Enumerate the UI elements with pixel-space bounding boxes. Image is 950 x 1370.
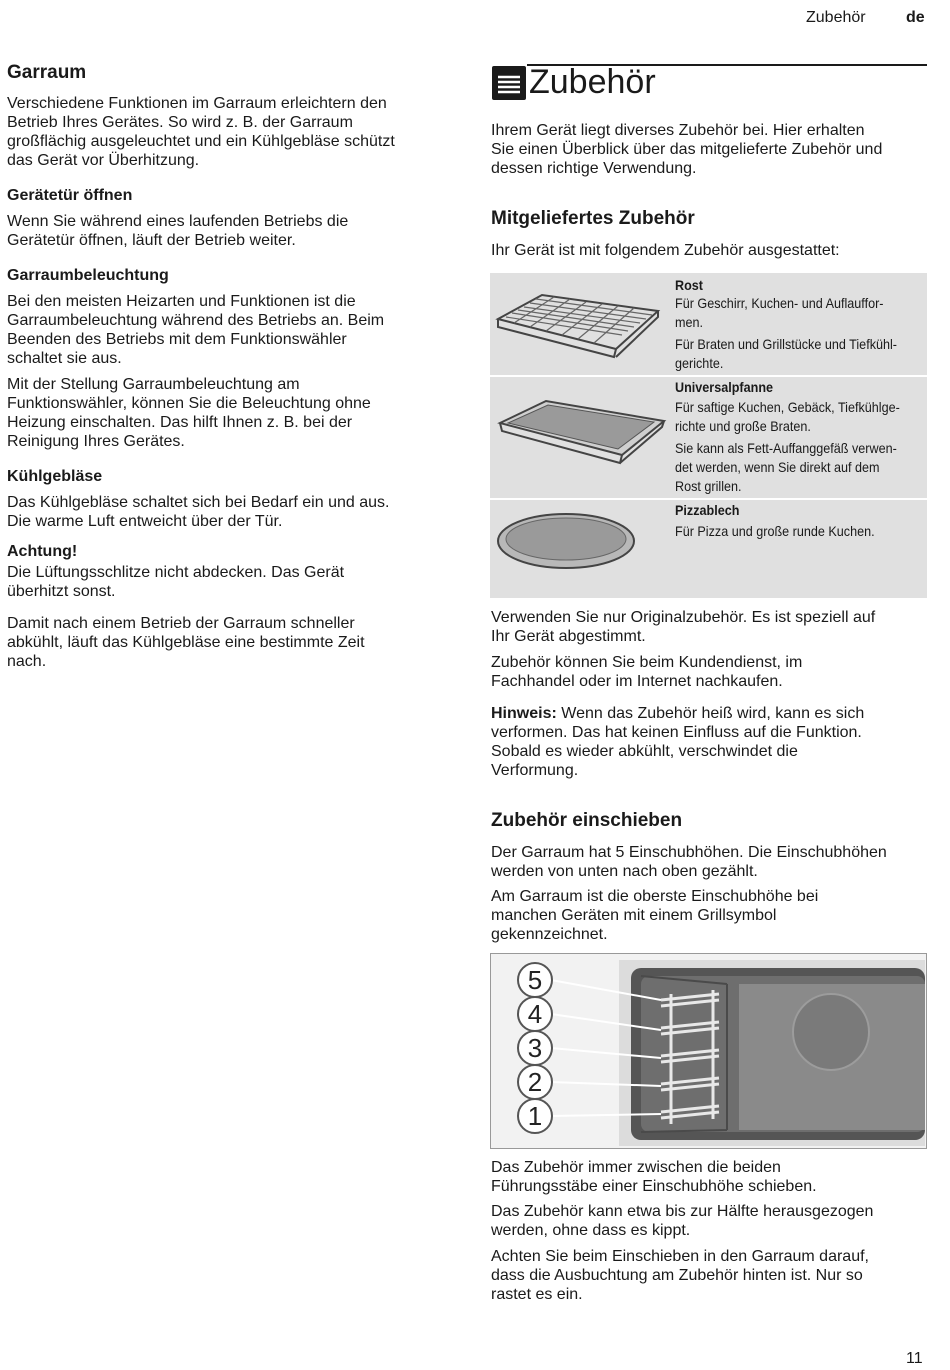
supplied-heading: Mitgeliefertes Zubehör	[491, 208, 695, 229]
fan-heading: Kühlgebläse	[7, 468, 103, 485]
accessory-desc-pizzablech: Für Pizza und große runde Kuchen.	[675, 523, 875, 539]
accessory-desc-rost-2: Für Braten und Grillstücke und Tiefkühl- gerichte.	[675, 336, 898, 371]
fan-text-2: Damit nach einem Betrieb der Garraum schneller abkühlt, läuft das Kühlgebläse eine bestimmte Zeit nach.	[7, 615, 365, 670]
hint-note: Hinweis: Wenn das Zubehör heiß wird, kann es sich verformen. Das hat keinen Einfluss auf die Funktion. Sobald es wieder abkühlt, verschwindet die Verformung.	[491, 705, 865, 779]
insert-text-2: Am Garraum ist die oberste Einschubhöhe bei manchen Geräten mit einem Grillsymbol gekennzeichnet.	[491, 888, 819, 943]
shelf-level-4: 4	[517, 996, 553, 1032]
shelf-level-3: 3	[517, 1030, 553, 1066]
light-text-2: Mit der Stellung Garraumbeleuchtung am Funktionswähler, können Sie die Beleuchtung ohne Heizung einschalten. Das hilft Ihnen z. B. bei der Reinigung Ihres Gerätes.	[7, 376, 371, 450]
door-heading: Gerätetür öffnen	[7, 187, 133, 204]
purchase-note: Zubehör können Sie beim Kundendienst, im Fachhandel oder im Internet nachkaufen.	[491, 654, 803, 690]
accessory-icon	[492, 66, 526, 100]
shelf-level-5: 5	[517, 962, 553, 998]
accessory-name-pizzablech: Pizzablech	[675, 502, 740, 518]
accessory-desc-universalpfanne-1: Für saftige Kuchen, Gebäck, Tiefkühlge- richte und große Braten.	[675, 399, 900, 434]
warning-text: Die Lüftungsschlitze nicht abdecken. Das Gerät überhitzt sonst.	[7, 564, 345, 600]
row-divider	[490, 375, 927, 377]
accessory-name-universalpfanne: Universalpfanne	[675, 379, 774, 395]
insert-text-4: Das Zubehör kann etwa bis zur Hälfte herausgezogen werden, ohne dass es kippt.	[491, 1203, 874, 1239]
accessory-desc-rost-1: Für Geschirr, Kuchen- und Auflauffor- men.	[675, 295, 884, 330]
light-text-1: Bei den meisten Heizarten und Funktionen ist die Garraumbeleuchtung während des Betriebs an. Beim Beenden des Betriebs mit dem Funktionswähler schaltet sie aus.	[7, 293, 385, 367]
shelf-level-1: 1	[517, 1098, 553, 1134]
garraum-intro: Verschiedene Funktionen im Garraum erleichtern den Betrieb Ihres Gerätes. So wird z. B. der Garraum großflächig ausgeleuchtet und ein Kühlgebläse schützt das Gerät vor Überhitzung.	[7, 95, 395, 169]
insert-text-3: Das Zubehör immer zwischen die beiden Führungsstäbe einer Einschubhöhe schieben.	[491, 1159, 817, 1195]
insert-text-1: Der Garraum hat 5 Einschubhöhen. Die Einschubhöhen werden von unten nach oben gezählt.	[491, 844, 887, 880]
page-number: 11	[906, 1350, 923, 1367]
accessory-desc-universalpfanne-2: Sie kann als Fett-Auffanggefäß verwen- det werden, wenn Sie direkt auf dem Rost grillen.	[675, 440, 897, 494]
shelf-level-2: 2	[517, 1064, 553, 1100]
row-divider	[490, 498, 927, 500]
left-column	[7, 62, 452, 671]
accessory-name-rost: Rost	[675, 277, 704, 293]
hint-label: Hinweis:	[491, 705, 557, 722]
running-header-section: Zubehör	[806, 9, 866, 26]
garraum-heading: Garraum	[7, 62, 87, 83]
fan-text-1: Das Kühlgebläse schaltet sich bei Bedarf ein und aus. Die warme Luft entweicht über der Tür.	[7, 494, 390, 530]
original-accessory-note: Verwenden Sie nur Originalzubehör. Es ist speziell auf Ihr Gerät abgestimmt.	[491, 609, 876, 645]
shelf-level-diagram	[490, 953, 927, 1149]
insert-text-5: Achten Sie beim Einschieben in den Garraum darauf, dass die Ausbuchtung am Zubehör hinten ist. Nur so rastet es ein.	[491, 1248, 869, 1303]
supplied-lead: Ihr Gerät ist mit folgendem Zubehör ausgestattet:	[491, 242, 840, 259]
accessory-table	[490, 273, 927, 598]
door-text: Wenn Sie während eines laufenden Betriebs die Gerätetür öffnen, läuft der Betrieb weiter.	[7, 213, 349, 249]
wire-rack-image	[494, 287, 664, 372]
light-heading: Garraumbeleuchtung	[7, 267, 169, 284]
right-intro: Ihrem Gerät liegt diverses Zubehör bei. Hier erhalten Sie einen Überblick über das mitgelieferte Zubehör und dessen richtige Verwendung.	[491, 122, 883, 177]
warning-heading: Achtung!	[7, 543, 78, 560]
pizza-tray-image	[494, 511, 644, 580]
zubehoer-title: Zubehör	[529, 63, 656, 101]
running-header-language: de	[906, 9, 925, 26]
universal-pan-image	[494, 393, 669, 473]
insert-heading: Zubehör einschieben	[491, 810, 683, 831]
